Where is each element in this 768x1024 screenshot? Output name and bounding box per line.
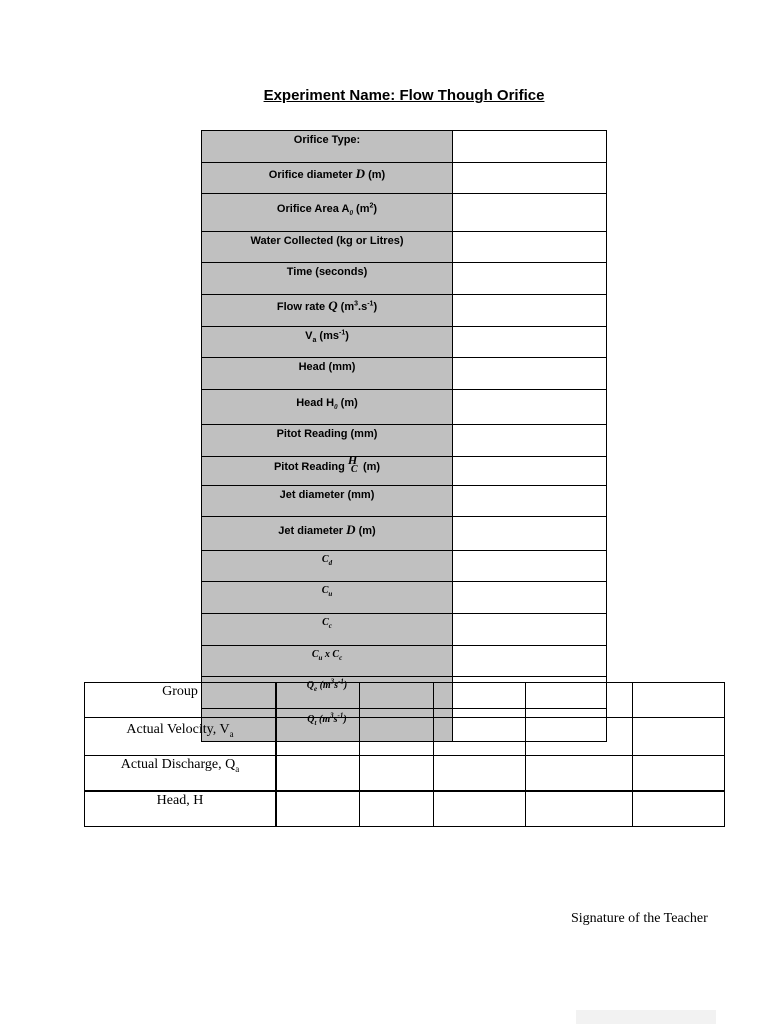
table-row <box>85 683 725 718</box>
table-row <box>202 645 607 677</box>
velocity-cell[interactable] <box>526 718 633 756</box>
head-cell[interactable] <box>434 791 526 827</box>
pitot-hc-value-cell[interactable] <box>453 456 607 485</box>
orifice-type-value-cell[interactable] <box>453 131 607 163</box>
discharge-cell[interactable] <box>434 756 526 792</box>
velocity-cell[interactable] <box>360 718 434 756</box>
cu-x-cc-value-cell[interactable] <box>453 645 607 677</box>
jet-mm-value-cell[interactable] <box>453 485 607 517</box>
qe-label: $Q_e$ $(m^3s^{-1})$ <box>202 677 453 709</box>
actual-velocity-label: Actual Velocity, $V_a$ <box>85 718 277 756</box>
water-collected-label: Water Collected (kg or Litres) <box>202 231 453 263</box>
table-row <box>85 718 725 756</box>
table-row <box>202 550 607 582</box>
cd-label: $C_d$ <box>202 550 453 582</box>
table-row <box>202 358 607 390</box>
cc-label: $C_c$ <box>202 613 453 645</box>
group-cell[interactable] <box>360 683 434 718</box>
orifice-area-value-cell[interactable] <box>453 194 607 232</box>
water-collected-value-cell[interactable] <box>453 231 607 263</box>
page-title: Experiment Name: Flow Though Orifice <box>263 87 545 104</box>
va-label: $V_a$ $(ms^{-1})$ <box>202 326 453 358</box>
head-label: Head, H <box>85 791 277 827</box>
head-h0-value-cell[interactable] <box>453 389 607 425</box>
group-cell[interactable] <box>633 683 725 718</box>
group-results-table <box>84 682 725 827</box>
head-h0-label: Head $H_0$ (m) <box>202 389 453 425</box>
velocity-cell[interactable] <box>434 718 526 756</box>
teacher-signature-label: Signature of the Teacher <box>571 911 708 926</box>
group-label: Group <box>85 683 277 718</box>
va-value-cell[interactable] <box>453 326 607 358</box>
time-label: Time (seconds) <box>202 263 453 295</box>
table-row <box>202 613 607 645</box>
head-mm-label: Head (mm) <box>202 358 453 390</box>
table-row <box>202 485 607 517</box>
head-cell[interactable] <box>526 791 633 827</box>
discharge-cell[interactable] <box>360 756 434 792</box>
table-row <box>202 263 607 295</box>
observation-table <box>201 130 607 742</box>
cd-value-cell[interactable] <box>453 550 607 582</box>
group-cell[interactable] <box>434 683 526 718</box>
pitot-mm-value-cell[interactable] <box>453 425 607 457</box>
table-row <box>202 231 607 263</box>
head-cell[interactable] <box>276 791 360 827</box>
velocity-cell[interactable] <box>276 718 360 756</box>
table-row <box>85 791 725 827</box>
table-row <box>202 456 607 485</box>
flow-rate-value-cell[interactable] <box>453 294 607 326</box>
footer-bar <box>576 1010 716 1024</box>
group-cell[interactable] <box>526 683 633 718</box>
table-row <box>202 389 607 425</box>
velocity-cell[interactable] <box>633 718 725 756</box>
jet-d-value-cell[interactable] <box>453 517 607 551</box>
cc-value-cell[interactable] <box>453 613 607 645</box>
table-row <box>202 194 607 232</box>
discharge-cell[interactable] <box>633 756 725 792</box>
jet-mm-label: Jet diameter (mm) <box>202 485 453 517</box>
cu-value-cell[interactable] <box>453 582 607 614</box>
table-row <box>202 131 607 163</box>
jet-d-label: Jet diameter D (m) <box>202 517 453 551</box>
qt-label: $Q_t$ $(m^3s^{-1})$ <box>202 708 453 742</box>
head-cell[interactable] <box>360 791 434 827</box>
table-row <box>202 294 607 326</box>
table-row <box>202 425 607 457</box>
orifice-area-label: Orifice Area $A_0$ $(m^2)$ <box>202 194 453 232</box>
table-row <box>202 326 607 358</box>
table-row <box>202 582 607 614</box>
cu-label: $C_u$ <box>202 582 453 614</box>
head-mm-value-cell[interactable] <box>453 358 607 390</box>
discharge-cell[interactable] <box>276 756 360 792</box>
head-cell[interactable] <box>633 791 725 827</box>
table-row <box>202 517 607 551</box>
pitot-mm-label: Pitot Reading (mm) <box>202 425 453 457</box>
discharge-cell[interactable] <box>526 756 633 792</box>
flow-rate-label: Flow rate Q $(m^3.s^{-1})$ <box>202 294 453 326</box>
orifice-type-label: Orifice Type: <box>202 131 453 163</box>
group-cell[interactable] <box>276 683 360 718</box>
pitot-hc-label: Pitot Reading H C (m) <box>202 456 453 485</box>
table-row <box>85 756 725 792</box>
cu-x-cc-label: $C_u$ x $C_c$ <box>202 645 453 677</box>
orifice-diameter-value-cell[interactable] <box>453 162 607 194</box>
actual-discharge-label: Actual Discharge, $Q_a$ <box>85 756 277 792</box>
orifice-diameter-label: Orifice diameter D (m) <box>202 162 453 194</box>
time-value-cell[interactable] <box>453 263 607 295</box>
table-row <box>202 162 607 194</box>
